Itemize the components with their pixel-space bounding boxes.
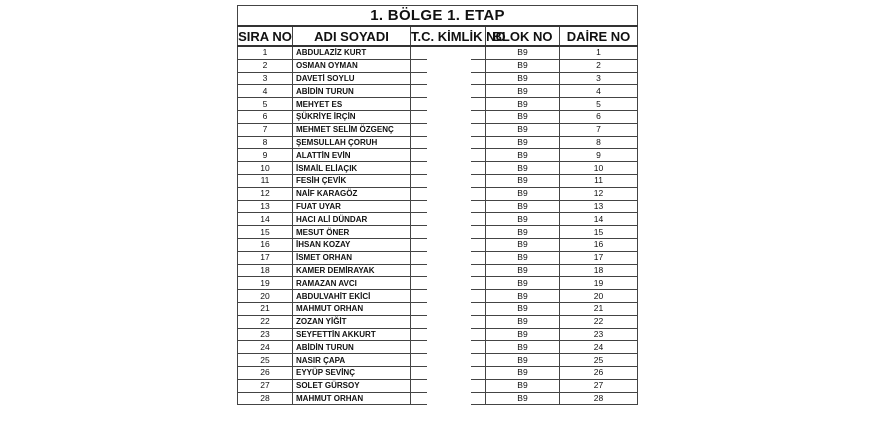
blok-no-cell: B9	[486, 328, 560, 341]
blok-no-cell: B9	[486, 354, 560, 367]
sira-no-cell: 5	[238, 98, 293, 111]
sira-no-cell: 14	[238, 213, 293, 226]
tc-kimlik-cell-left	[411, 238, 427, 251]
sira-no-cell: 20	[238, 290, 293, 303]
sira-no-cell: 23	[238, 328, 293, 341]
tc-kimlik-cell-left	[411, 136, 427, 149]
blok-no-cell: B9	[486, 290, 560, 303]
adi-soyadi-cell: KAMER DEMİRAYAK	[293, 264, 411, 277]
adi-soyadi-cell: İSMET ORHAN	[293, 251, 411, 264]
tc-kimlik-cell-right	[471, 98, 486, 111]
blok-no-cell: B9	[486, 366, 560, 379]
sira-no-cell: 22	[238, 315, 293, 328]
adi-soyadi-cell: HACI ALİ DÜNDAR	[293, 213, 411, 226]
tc-kimlik-cell-gap	[427, 110, 471, 123]
blok-no-cell: B9	[486, 110, 560, 123]
tc-kimlik-cell-left	[411, 46, 427, 59]
blok-no-cell: B9	[486, 123, 560, 136]
tc-kimlik-cell-left	[411, 302, 427, 315]
tc-kimlik-cell-right	[471, 366, 486, 379]
blok-no-cell: B9	[486, 85, 560, 98]
tc-kimlik-cell-right	[471, 226, 486, 239]
tc-kimlik-cell-right	[471, 379, 486, 392]
tc-kimlik-cell-left	[411, 187, 427, 200]
sira-no-cell: 28	[238, 392, 293, 405]
table-row	[238, 46, 638, 59]
daire-no-cell: 13	[560, 200, 638, 213]
tc-kimlik-cell-gap	[427, 98, 471, 111]
adi-soyadi-cell: ABDULAZİZ KURT	[293, 46, 411, 59]
tc-kimlik-cell-left	[411, 98, 427, 111]
tc-kimlik-cell-left	[411, 162, 427, 175]
daire-no-cell: 23	[560, 328, 638, 341]
tc-kimlik-cell-gap	[427, 72, 471, 85]
table-body	[238, 46, 638, 405]
tc-kimlik-cell-gap	[427, 379, 471, 392]
header-tc-kimlik-no: T.C. KİMLİK NO	[411, 26, 486, 46]
tc-kimlik-cell-gap	[427, 354, 471, 367]
adi-soyadi-cell: İHSAN KOZAY	[293, 238, 411, 251]
header-daire-no: DAİRE NO	[560, 26, 638, 46]
tc-kimlik-cell-gap	[427, 213, 471, 226]
tc-kimlik-cell-right	[471, 46, 486, 59]
sira-no-cell: 16	[238, 238, 293, 251]
table-row	[238, 59, 638, 72]
blok-no-cell: B9	[486, 379, 560, 392]
table-row	[238, 162, 638, 175]
header-row	[238, 26, 638, 46]
daire-no-cell: 7	[560, 123, 638, 136]
document-sheet	[237, 5, 637, 437]
tc-kimlik-cell-left	[411, 72, 427, 85]
header-sira-no: SIRA NO	[238, 26, 293, 46]
tc-kimlik-cell-gap	[427, 200, 471, 213]
daire-no-cell: 24	[560, 341, 638, 354]
blok-no-cell: B9	[486, 149, 560, 162]
sira-no-cell: 18	[238, 264, 293, 277]
table-row	[238, 315, 638, 328]
blok-no-cell: B9	[486, 226, 560, 239]
blok-no-cell: B9	[486, 238, 560, 251]
daire-no-cell: 4	[560, 85, 638, 98]
daire-no-cell: 28	[560, 392, 638, 405]
tc-kimlik-cell-gap	[427, 302, 471, 315]
tc-kimlik-cell-right	[471, 264, 486, 277]
tc-kimlik-cell-right	[471, 354, 486, 367]
tc-kimlik-cell-left	[411, 315, 427, 328]
tc-kimlik-cell-left	[411, 341, 427, 354]
daire-no-cell: 18	[560, 264, 638, 277]
sira-no-cell: 27	[238, 379, 293, 392]
tc-kimlik-cell-right	[471, 315, 486, 328]
adi-soyadi-cell: ŞÜKRİYE İRÇİN	[293, 110, 411, 123]
tc-kimlik-cell-left	[411, 85, 427, 98]
tc-kimlik-cell-gap	[427, 136, 471, 149]
table-row	[238, 264, 638, 277]
tc-kimlik-cell-gap	[427, 341, 471, 354]
tc-kimlik-cell-left	[411, 354, 427, 367]
adi-soyadi-cell: EYYÜP SEVİNÇ	[293, 366, 411, 379]
tc-kimlik-cell-left	[411, 200, 427, 213]
tc-kimlik-cell-left	[411, 290, 427, 303]
daire-no-cell: 16	[560, 238, 638, 251]
table-row	[238, 72, 638, 85]
tc-kimlik-cell-gap	[427, 123, 471, 136]
daire-no-cell: 9	[560, 149, 638, 162]
table-row	[238, 85, 638, 98]
resident-list-table	[237, 5, 638, 405]
tc-kimlik-cell-gap	[427, 162, 471, 175]
table-row	[238, 238, 638, 251]
tc-kimlik-cell-gap	[427, 251, 471, 264]
header-adi-soyadi: ADI SOYADI	[293, 26, 411, 46]
adi-soyadi-cell: FESİH ÇEVİK	[293, 174, 411, 187]
daire-no-cell: 11	[560, 174, 638, 187]
sira-no-cell: 25	[238, 354, 293, 367]
daire-no-cell: 3	[560, 72, 638, 85]
adi-soyadi-cell: NASIR ÇAPA	[293, 354, 411, 367]
tc-kimlik-cell-left	[411, 110, 427, 123]
adi-soyadi-cell: MESUT ÖNER	[293, 226, 411, 239]
daire-no-cell: 6	[560, 110, 638, 123]
tc-kimlik-cell-right	[471, 277, 486, 290]
tc-kimlik-cell-left	[411, 328, 427, 341]
table-row	[238, 341, 638, 354]
table-row	[238, 136, 638, 149]
adi-soyadi-cell: NAİF KARAGÖZ	[293, 187, 411, 200]
tc-kimlik-cell-gap	[427, 226, 471, 239]
tc-kimlik-cell-gap	[427, 46, 471, 59]
tc-kimlik-cell-right	[471, 213, 486, 226]
table-row	[238, 290, 638, 303]
table-row	[238, 379, 638, 392]
sira-no-cell: 15	[238, 226, 293, 239]
tc-kimlik-cell-right	[471, 187, 486, 200]
tc-kimlik-cell-left	[411, 277, 427, 290]
sira-no-cell: 17	[238, 251, 293, 264]
table-row	[238, 200, 638, 213]
tc-kimlik-cell-right	[471, 149, 486, 162]
tc-kimlik-cell-right	[471, 110, 486, 123]
tc-kimlik-cell-gap	[427, 277, 471, 290]
tc-kimlik-cell-right	[471, 136, 486, 149]
blok-no-cell: B9	[486, 315, 560, 328]
tc-kimlik-cell-left	[411, 226, 427, 239]
table-row	[238, 213, 638, 226]
table-row	[238, 187, 638, 200]
table-row	[238, 354, 638, 367]
sira-no-cell: 10	[238, 162, 293, 175]
tc-kimlik-cell-right	[471, 162, 486, 175]
tc-kimlik-cell-right	[471, 72, 486, 85]
sira-no-cell: 19	[238, 277, 293, 290]
tc-kimlik-cell-gap	[427, 366, 471, 379]
blok-no-cell: B9	[486, 59, 560, 72]
table-row	[238, 174, 638, 187]
title-row	[238, 6, 638, 27]
tc-kimlik-cell-gap	[427, 392, 471, 405]
tc-kimlik-cell-gap	[427, 290, 471, 303]
table-row	[238, 366, 638, 379]
daire-no-cell: 15	[560, 226, 638, 239]
tc-kimlik-cell-right	[471, 59, 486, 72]
blok-no-cell: B9	[486, 200, 560, 213]
adi-soyadi-cell: DAVETİ SOYLU	[293, 72, 411, 85]
adi-soyadi-cell: MEHMET SELİM ÖZGENÇ	[293, 123, 411, 136]
table-row	[238, 392, 638, 405]
daire-no-cell: 12	[560, 187, 638, 200]
blok-no-cell: B9	[486, 46, 560, 59]
table-row	[238, 110, 638, 123]
adi-soyadi-cell: SOLET GÜRSOY	[293, 379, 411, 392]
daire-no-cell: 5	[560, 98, 638, 111]
tc-kimlik-cell-gap	[427, 328, 471, 341]
tc-kimlik-cell-left	[411, 392, 427, 405]
adi-soyadi-cell: ABİDİN TURUN	[293, 85, 411, 98]
daire-no-cell: 25	[560, 354, 638, 367]
sira-no-cell: 26	[238, 366, 293, 379]
blok-no-cell: B9	[486, 277, 560, 290]
tc-kimlik-cell-gap	[427, 85, 471, 98]
adi-soyadi-cell: ZOZAN YİĞİT	[293, 315, 411, 328]
daire-no-cell: 26	[560, 366, 638, 379]
header-blok-no: BLOK NO	[486, 26, 560, 46]
tc-kimlik-cell-right	[471, 123, 486, 136]
tc-kimlik-cell-right	[471, 238, 486, 251]
adi-soyadi-cell: SEYFETTİN AKKURT	[293, 328, 411, 341]
tc-kimlik-cell-left	[411, 123, 427, 136]
tc-kimlik-cell-left	[411, 59, 427, 72]
sira-no-cell: 21	[238, 302, 293, 315]
tc-kimlik-cell-gap	[427, 264, 471, 277]
sira-no-cell: 9	[238, 149, 293, 162]
table-row	[238, 123, 638, 136]
daire-no-cell: 8	[560, 136, 638, 149]
table-row	[238, 251, 638, 264]
tc-kimlik-cell-right	[471, 174, 486, 187]
tc-kimlik-cell-left	[411, 149, 427, 162]
tc-kimlik-cell-right	[471, 290, 486, 303]
tc-kimlik-cell-right	[471, 341, 486, 354]
adi-soyadi-cell: MAHMUT ORHAN	[293, 392, 411, 405]
sira-no-cell: 11	[238, 174, 293, 187]
tc-kimlik-cell-right	[471, 302, 486, 315]
tc-kimlik-cell-left	[411, 366, 427, 379]
tc-kimlik-cell-gap	[427, 187, 471, 200]
tc-kimlik-cell-right	[471, 200, 486, 213]
sira-no-cell: 6	[238, 110, 293, 123]
sira-no-cell: 24	[238, 341, 293, 354]
daire-no-cell: 22	[560, 315, 638, 328]
tc-kimlik-cell-left	[411, 213, 427, 226]
tc-kimlik-cell-right	[471, 85, 486, 98]
adi-soyadi-cell: ŞEMSULLAH ÇORUH	[293, 136, 411, 149]
tc-kimlik-cell-right	[471, 251, 486, 264]
daire-no-cell: 1	[560, 46, 638, 59]
table-row	[238, 302, 638, 315]
daire-no-cell: 17	[560, 251, 638, 264]
blok-no-cell: B9	[486, 264, 560, 277]
daire-no-cell: 20	[560, 290, 638, 303]
sira-no-cell: 1	[238, 46, 293, 59]
adi-soyadi-cell: OSMAN OYMAN	[293, 59, 411, 72]
sira-no-cell: 2	[238, 59, 293, 72]
tc-kimlik-cell-gap	[427, 238, 471, 251]
blok-no-cell: B9	[486, 187, 560, 200]
sira-no-cell: 4	[238, 85, 293, 98]
table-row	[238, 226, 638, 239]
daire-no-cell: 21	[560, 302, 638, 315]
table-row	[238, 277, 638, 290]
blok-no-cell: B9	[486, 341, 560, 354]
tc-kimlik-cell-right	[471, 392, 486, 405]
sira-no-cell: 3	[238, 72, 293, 85]
adi-soyadi-cell: RAMAZAN AVCI	[293, 277, 411, 290]
blok-no-cell: B9	[486, 251, 560, 264]
daire-no-cell: 10	[560, 162, 638, 175]
sira-no-cell: 7	[238, 123, 293, 136]
tc-kimlik-cell-left	[411, 264, 427, 277]
sira-no-cell: 12	[238, 187, 293, 200]
tc-kimlik-cell-gap	[427, 174, 471, 187]
adi-soyadi-cell: İSMAİL ELİAÇIK	[293, 162, 411, 175]
blok-no-cell: B9	[486, 136, 560, 149]
adi-soyadi-cell: ALATTİN EVİN	[293, 149, 411, 162]
adi-soyadi-cell: FUAT UYAR	[293, 200, 411, 213]
adi-soyadi-cell: MAHMUT ORHAN	[293, 302, 411, 315]
blok-no-cell: B9	[486, 162, 560, 175]
table-title: 1. BÖLGE 1. ETAP	[238, 6, 638, 27]
blok-no-cell: B9	[486, 98, 560, 111]
tc-kimlik-cell-gap	[427, 315, 471, 328]
blok-no-cell: B9	[486, 392, 560, 405]
tc-kimlik-cell-right	[471, 328, 486, 341]
tc-kimlik-cell-left	[411, 379, 427, 392]
blok-no-cell: B9	[486, 174, 560, 187]
sira-no-cell: 13	[238, 200, 293, 213]
daire-no-cell: 14	[560, 213, 638, 226]
table-row	[238, 328, 638, 341]
daire-no-cell: 27	[560, 379, 638, 392]
adi-soyadi-cell: ABİDİN TURUN	[293, 341, 411, 354]
blok-no-cell: B9	[486, 72, 560, 85]
tc-kimlik-cell-left	[411, 251, 427, 264]
blok-no-cell: B9	[486, 213, 560, 226]
tc-kimlik-cell-gap	[427, 149, 471, 162]
tc-kimlik-cell-gap	[427, 59, 471, 72]
table-row	[238, 98, 638, 111]
table-row	[238, 149, 638, 162]
daire-no-cell: 2	[560, 59, 638, 72]
adi-soyadi-cell: MEHYET ES	[293, 98, 411, 111]
sira-no-cell: 8	[238, 136, 293, 149]
blok-no-cell: B9	[486, 302, 560, 315]
daire-no-cell: 19	[560, 277, 638, 290]
tc-kimlik-cell-left	[411, 174, 427, 187]
adi-soyadi-cell: ABDULVAHİT EKİCİ	[293, 290, 411, 303]
